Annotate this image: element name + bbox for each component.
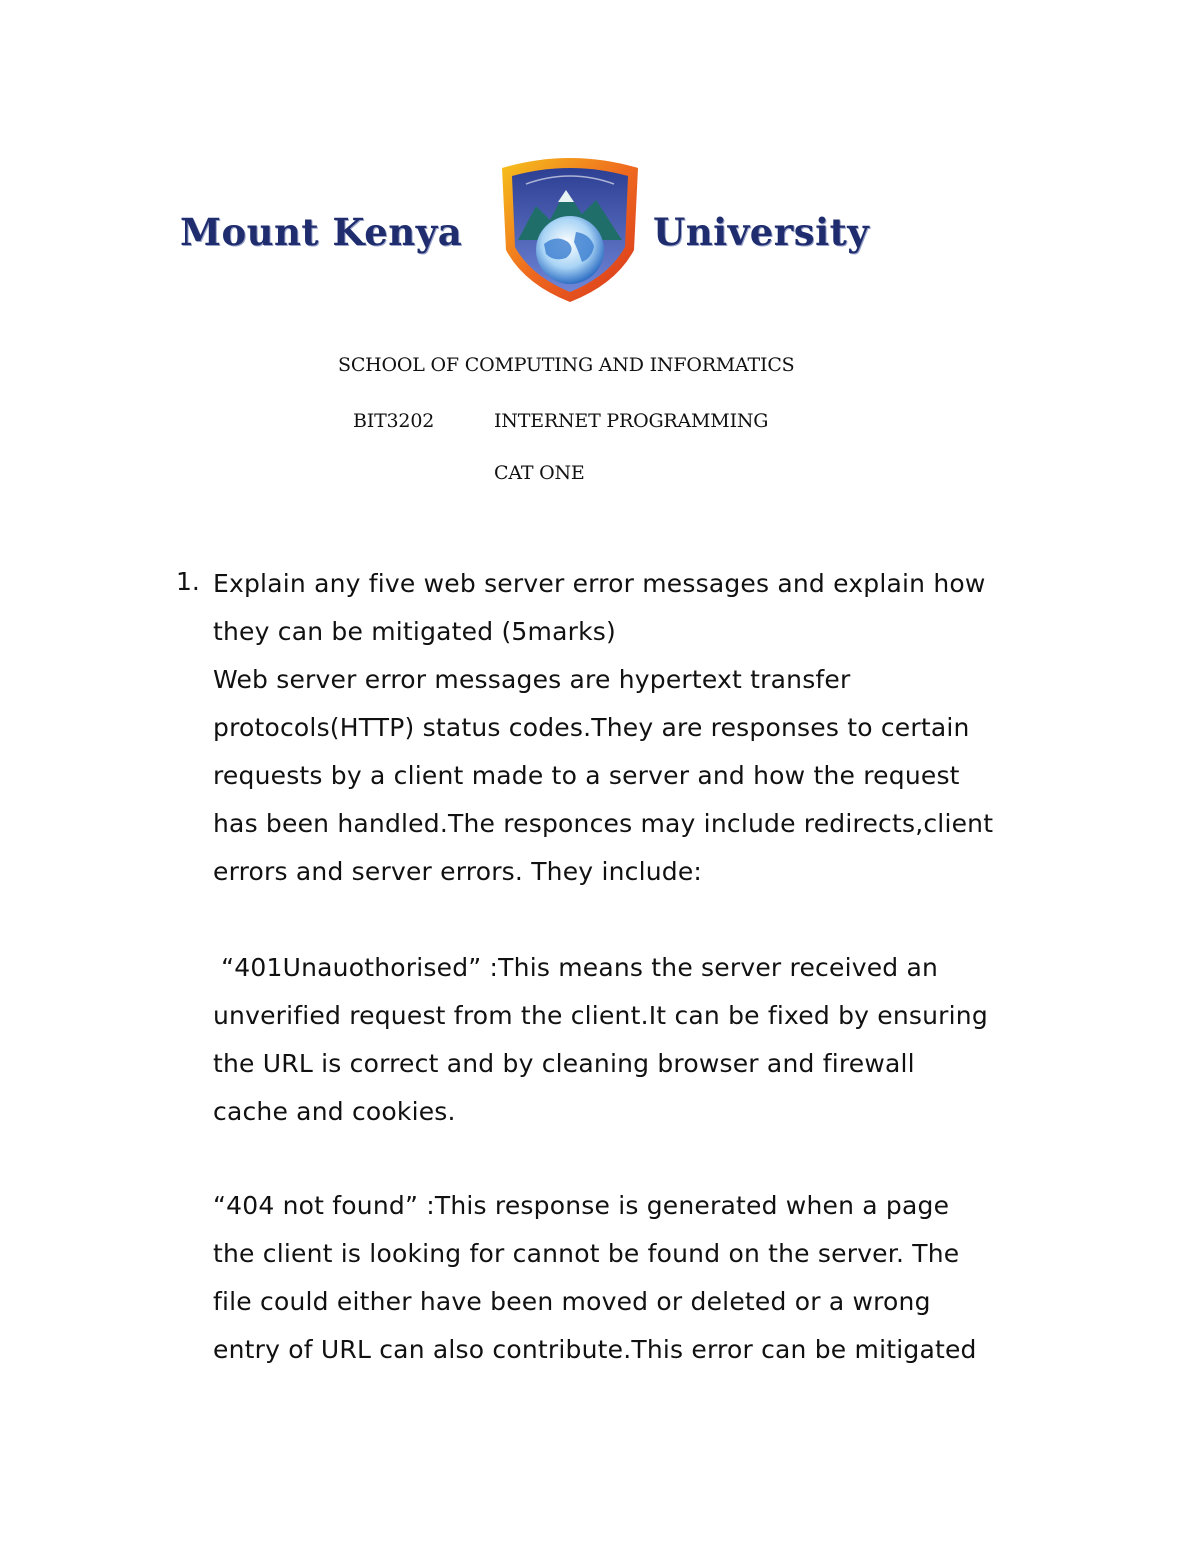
error-404-line: the client is looking for cannot be found on the server. The (213, 1239, 960, 1268)
intro-line: has been handled.The responces may include redirects,client (213, 809, 994, 838)
error-401-line: cache and cookies. (213, 1097, 456, 1126)
question-number: 1. (176, 567, 200, 596)
error-401-paragraph (213, 944, 1093, 1136)
error-404-paragraph (213, 1182, 1093, 1374)
school-heading: SCHOOL OF COMPUTING AND INFORMATICS (338, 354, 795, 376)
university-crest-icon (496, 154, 644, 304)
error-404-line: entry of URL can also contribute.This error can be mitigated (213, 1335, 977, 1364)
course-code: BIT3202 (353, 410, 435, 432)
question-and-intro (213, 560, 1093, 896)
course-name: INTERNET PROGRAMMING (494, 410, 769, 432)
logo-text-left: Mount Kenya (180, 210, 463, 254)
error-401-line: the URL is correct and by cleaning browser and firewall (213, 1049, 915, 1078)
intro-line: Web server error messages are hypertext transfer (213, 665, 851, 694)
question-line: Explain any five web server error messages and explain how (213, 569, 986, 598)
error-404-line: “404 not found” :This response is generated when a page (213, 1191, 950, 1220)
error-401-line: unverified request from the client.It can be fixed by ensuring (213, 1001, 988, 1030)
assessment-title: CAT ONE (494, 462, 585, 484)
intro-line: errors and server errors. They include: (213, 857, 703, 886)
error-404-line: file could either have been moved or deleted or a wrong (213, 1287, 931, 1316)
intro-line: protocols(HTTP) status codes.They are responses to certain (213, 713, 970, 742)
error-401-line: “401Unauothorised” :This means the server received an (213, 953, 939, 982)
intro-line: requests by a client made to a server and how the request (213, 761, 960, 790)
question-line: they can be mitigated (5marks) (213, 617, 616, 646)
logo-text-right: University (653, 210, 870, 254)
